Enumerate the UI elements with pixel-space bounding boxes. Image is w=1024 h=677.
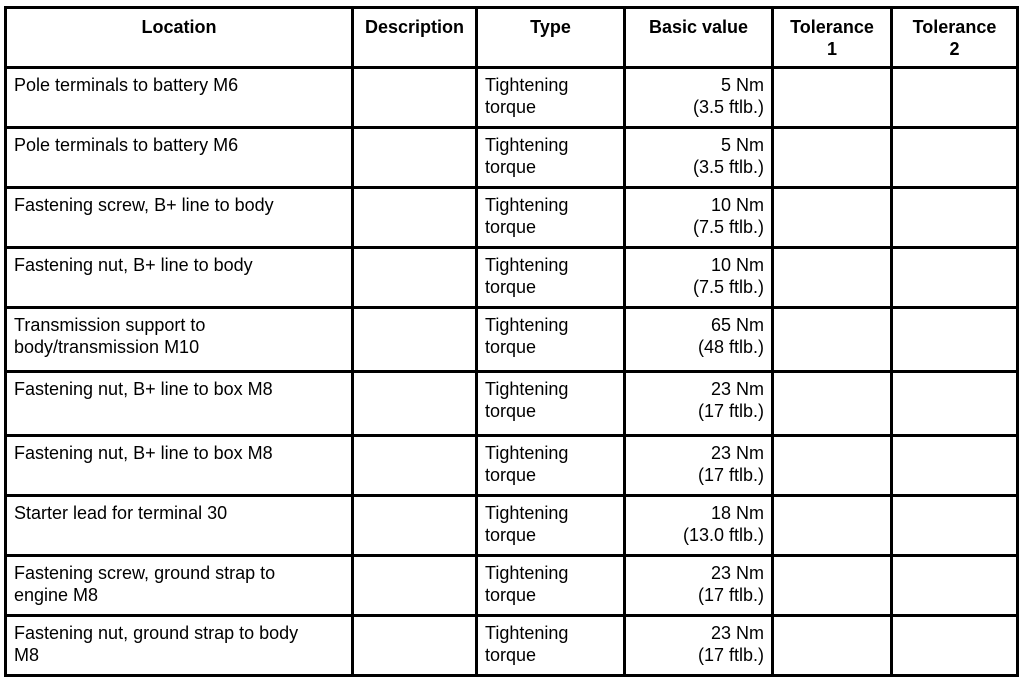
- type-text: torque: [485, 157, 537, 177]
- cell-tolerance-1: [773, 496, 892, 556]
- cell-basic-value: [625, 308, 773, 372]
- header-tolerance-1-line2: 1: [826, 39, 837, 59]
- value-text: (3.5 ftlb.): [692, 97, 764, 117]
- location-text: engine M8: [14, 585, 99, 605]
- cell-description: [353, 496, 477, 556]
- cell-tolerance-1: [773, 248, 892, 308]
- type-text: Tightening: [485, 503, 569, 523]
- cell-basic-value: [625, 556, 773, 616]
- torque-spec-table: [4, 6, 1019, 677]
- location-text: Fastening nut, ground strap to body: [14, 623, 299, 643]
- cell-type: [477, 188, 625, 248]
- header-tolerance-1-line1: Tolerance: [790, 17, 874, 37]
- cell-tolerance-2: [892, 308, 1018, 372]
- type-text: Tightening: [485, 563, 569, 583]
- cell-description: [353, 616, 477, 676]
- cell-tolerance-1: [773, 308, 892, 372]
- table-row: [6, 308, 1018, 372]
- value-text: 10 Nm: [710, 255, 764, 275]
- header-tolerance-1: [773, 8, 892, 68]
- type-text: Tightening: [485, 379, 569, 399]
- value-text: (7.5 ftlb.): [692, 277, 764, 297]
- header-basic-value: Basic value: [625, 8, 773, 68]
- cell-tolerance-1: [773, 188, 892, 248]
- type-text: Tightening: [485, 255, 569, 275]
- cell-location: [6, 128, 353, 188]
- location-text: Fastening nut, B+ line to box M8: [14, 443, 273, 463]
- cell-tolerance-2: [892, 188, 1018, 248]
- table-body: [6, 68, 1018, 676]
- table-row: [6, 68, 1018, 128]
- header-tolerance-2-line1: Tolerance: [912, 17, 997, 37]
- cell-description: [353, 248, 477, 308]
- location-text: M8: [14, 645, 40, 665]
- table-row: [6, 436, 1018, 496]
- value-text: (3.5 ftlb.): [692, 157, 764, 177]
- value-text: 18 Nm: [710, 503, 764, 523]
- cell-tolerance-2: [892, 496, 1018, 556]
- location-text: Starter lead for terminal 30: [14, 503, 228, 523]
- cell-tolerance-2: [892, 68, 1018, 128]
- location-text: Pole terminals to battery M6: [14, 75, 239, 95]
- cell-tolerance-2: [892, 616, 1018, 676]
- cell-tolerance-1: [773, 372, 892, 436]
- value-text: 23 Nm: [710, 379, 764, 399]
- cell-location: [6, 248, 353, 308]
- cell-type: [477, 616, 625, 676]
- cell-tolerance-2: [892, 436, 1018, 496]
- type-text: Tightening: [485, 195, 569, 215]
- cell-basic-value: [625, 372, 773, 436]
- cell-basic-value: [625, 68, 773, 128]
- cell-type: [477, 496, 625, 556]
- value-text: 10 Nm: [710, 195, 764, 215]
- value-text: 5 Nm: [720, 75, 764, 95]
- cell-description: [353, 372, 477, 436]
- table-row: [6, 188, 1018, 248]
- header-type: Type: [477, 8, 625, 68]
- header-tolerance-2: [892, 8, 1018, 68]
- location-text: Fastening nut, B+ line to box M8: [14, 379, 273, 399]
- cell-basic-value: [625, 616, 773, 676]
- cell-location: [6, 188, 353, 248]
- cell-type: [477, 372, 625, 436]
- cell-tolerance-1: [773, 68, 892, 128]
- type-text: torque: [485, 337, 537, 357]
- value-text: (7.5 ftlb.): [692, 217, 764, 237]
- value-text: (17 ftlb.): [697, 401, 764, 421]
- cell-type: [477, 556, 625, 616]
- type-text: torque: [485, 465, 537, 485]
- cell-basic-value: [625, 496, 773, 556]
- location-text: Fastening screw, ground strap to: [14, 563, 276, 583]
- cell-basic-value: [625, 188, 773, 248]
- type-text: torque: [485, 645, 537, 665]
- header-tolerance-2-line2: 2: [949, 39, 960, 59]
- cell-tolerance-2: [892, 372, 1018, 436]
- cell-tolerance-1: [773, 556, 892, 616]
- cell-description: [353, 188, 477, 248]
- cell-description: [353, 436, 477, 496]
- cell-tolerance-2: [892, 128, 1018, 188]
- cell-tolerance-1: [773, 436, 892, 496]
- value-text: (17 ftlb.): [697, 465, 764, 485]
- location-text: body/transmission M10: [14, 337, 200, 357]
- value-text: 23 Nm: [710, 623, 764, 643]
- table-row: [6, 128, 1018, 188]
- cell-location: [6, 372, 353, 436]
- cell-description: [353, 128, 477, 188]
- cell-description: [353, 308, 477, 372]
- type-text: Tightening: [485, 315, 569, 335]
- cell-location: [6, 616, 353, 676]
- cell-basic-value: [625, 248, 773, 308]
- table-header-row: [6, 8, 1018, 68]
- cell-type: [477, 308, 625, 372]
- cell-description: [353, 68, 477, 128]
- type-text: Tightening: [485, 75, 569, 95]
- cell-location: [6, 496, 353, 556]
- type-text: torque: [485, 217, 537, 237]
- cell-type: [477, 68, 625, 128]
- location-text: Fastening screw, B+ line to body: [14, 195, 274, 215]
- type-text: Tightening: [485, 135, 569, 155]
- cell-tolerance-2: [892, 556, 1018, 616]
- cell-location: [6, 436, 353, 496]
- cell-tolerance-1: [773, 128, 892, 188]
- type-text: torque: [485, 525, 537, 545]
- cell-type: [477, 128, 625, 188]
- value-text: 23 Nm: [710, 443, 764, 463]
- value-text: (48 ftlb.): [697, 337, 764, 357]
- cell-basic-value: [625, 436, 773, 496]
- type-text: torque: [485, 277, 537, 297]
- cell-basic-value: [625, 128, 773, 188]
- value-text: (13.0 ftlb.): [682, 525, 764, 545]
- type-text: Tightening: [485, 623, 569, 643]
- table-row: [6, 248, 1018, 308]
- cell-location: [6, 68, 353, 128]
- table-row: [6, 372, 1018, 436]
- location-text: Pole terminals to battery M6: [14, 135, 239, 155]
- cell-description: [353, 556, 477, 616]
- location-text: Fastening nut, B+ line to body: [14, 255, 253, 275]
- type-text: torque: [485, 401, 537, 421]
- header-location: Location: [6, 8, 353, 68]
- cell-type: [477, 436, 625, 496]
- location-text: Transmission support to: [14, 315, 206, 335]
- value-text: (17 ftlb.): [697, 585, 764, 605]
- cell-tolerance-1: [773, 616, 892, 676]
- type-text: torque: [485, 97, 537, 117]
- value-text: 5 Nm: [720, 135, 764, 155]
- value-text: (17 ftlb.): [697, 645, 764, 665]
- cell-location: [6, 308, 353, 372]
- cell-type: [477, 248, 625, 308]
- table-row: [6, 496, 1018, 556]
- header-description: Description: [353, 8, 477, 68]
- table-row: [6, 616, 1018, 676]
- cell-location: [6, 556, 353, 616]
- type-text: Tightening: [485, 443, 569, 463]
- cell-tolerance-2: [892, 248, 1018, 308]
- value-text: 23 Nm: [710, 563, 764, 583]
- value-text: 65 Nm: [710, 315, 764, 335]
- type-text: torque: [485, 585, 537, 605]
- table-row: [6, 556, 1018, 616]
